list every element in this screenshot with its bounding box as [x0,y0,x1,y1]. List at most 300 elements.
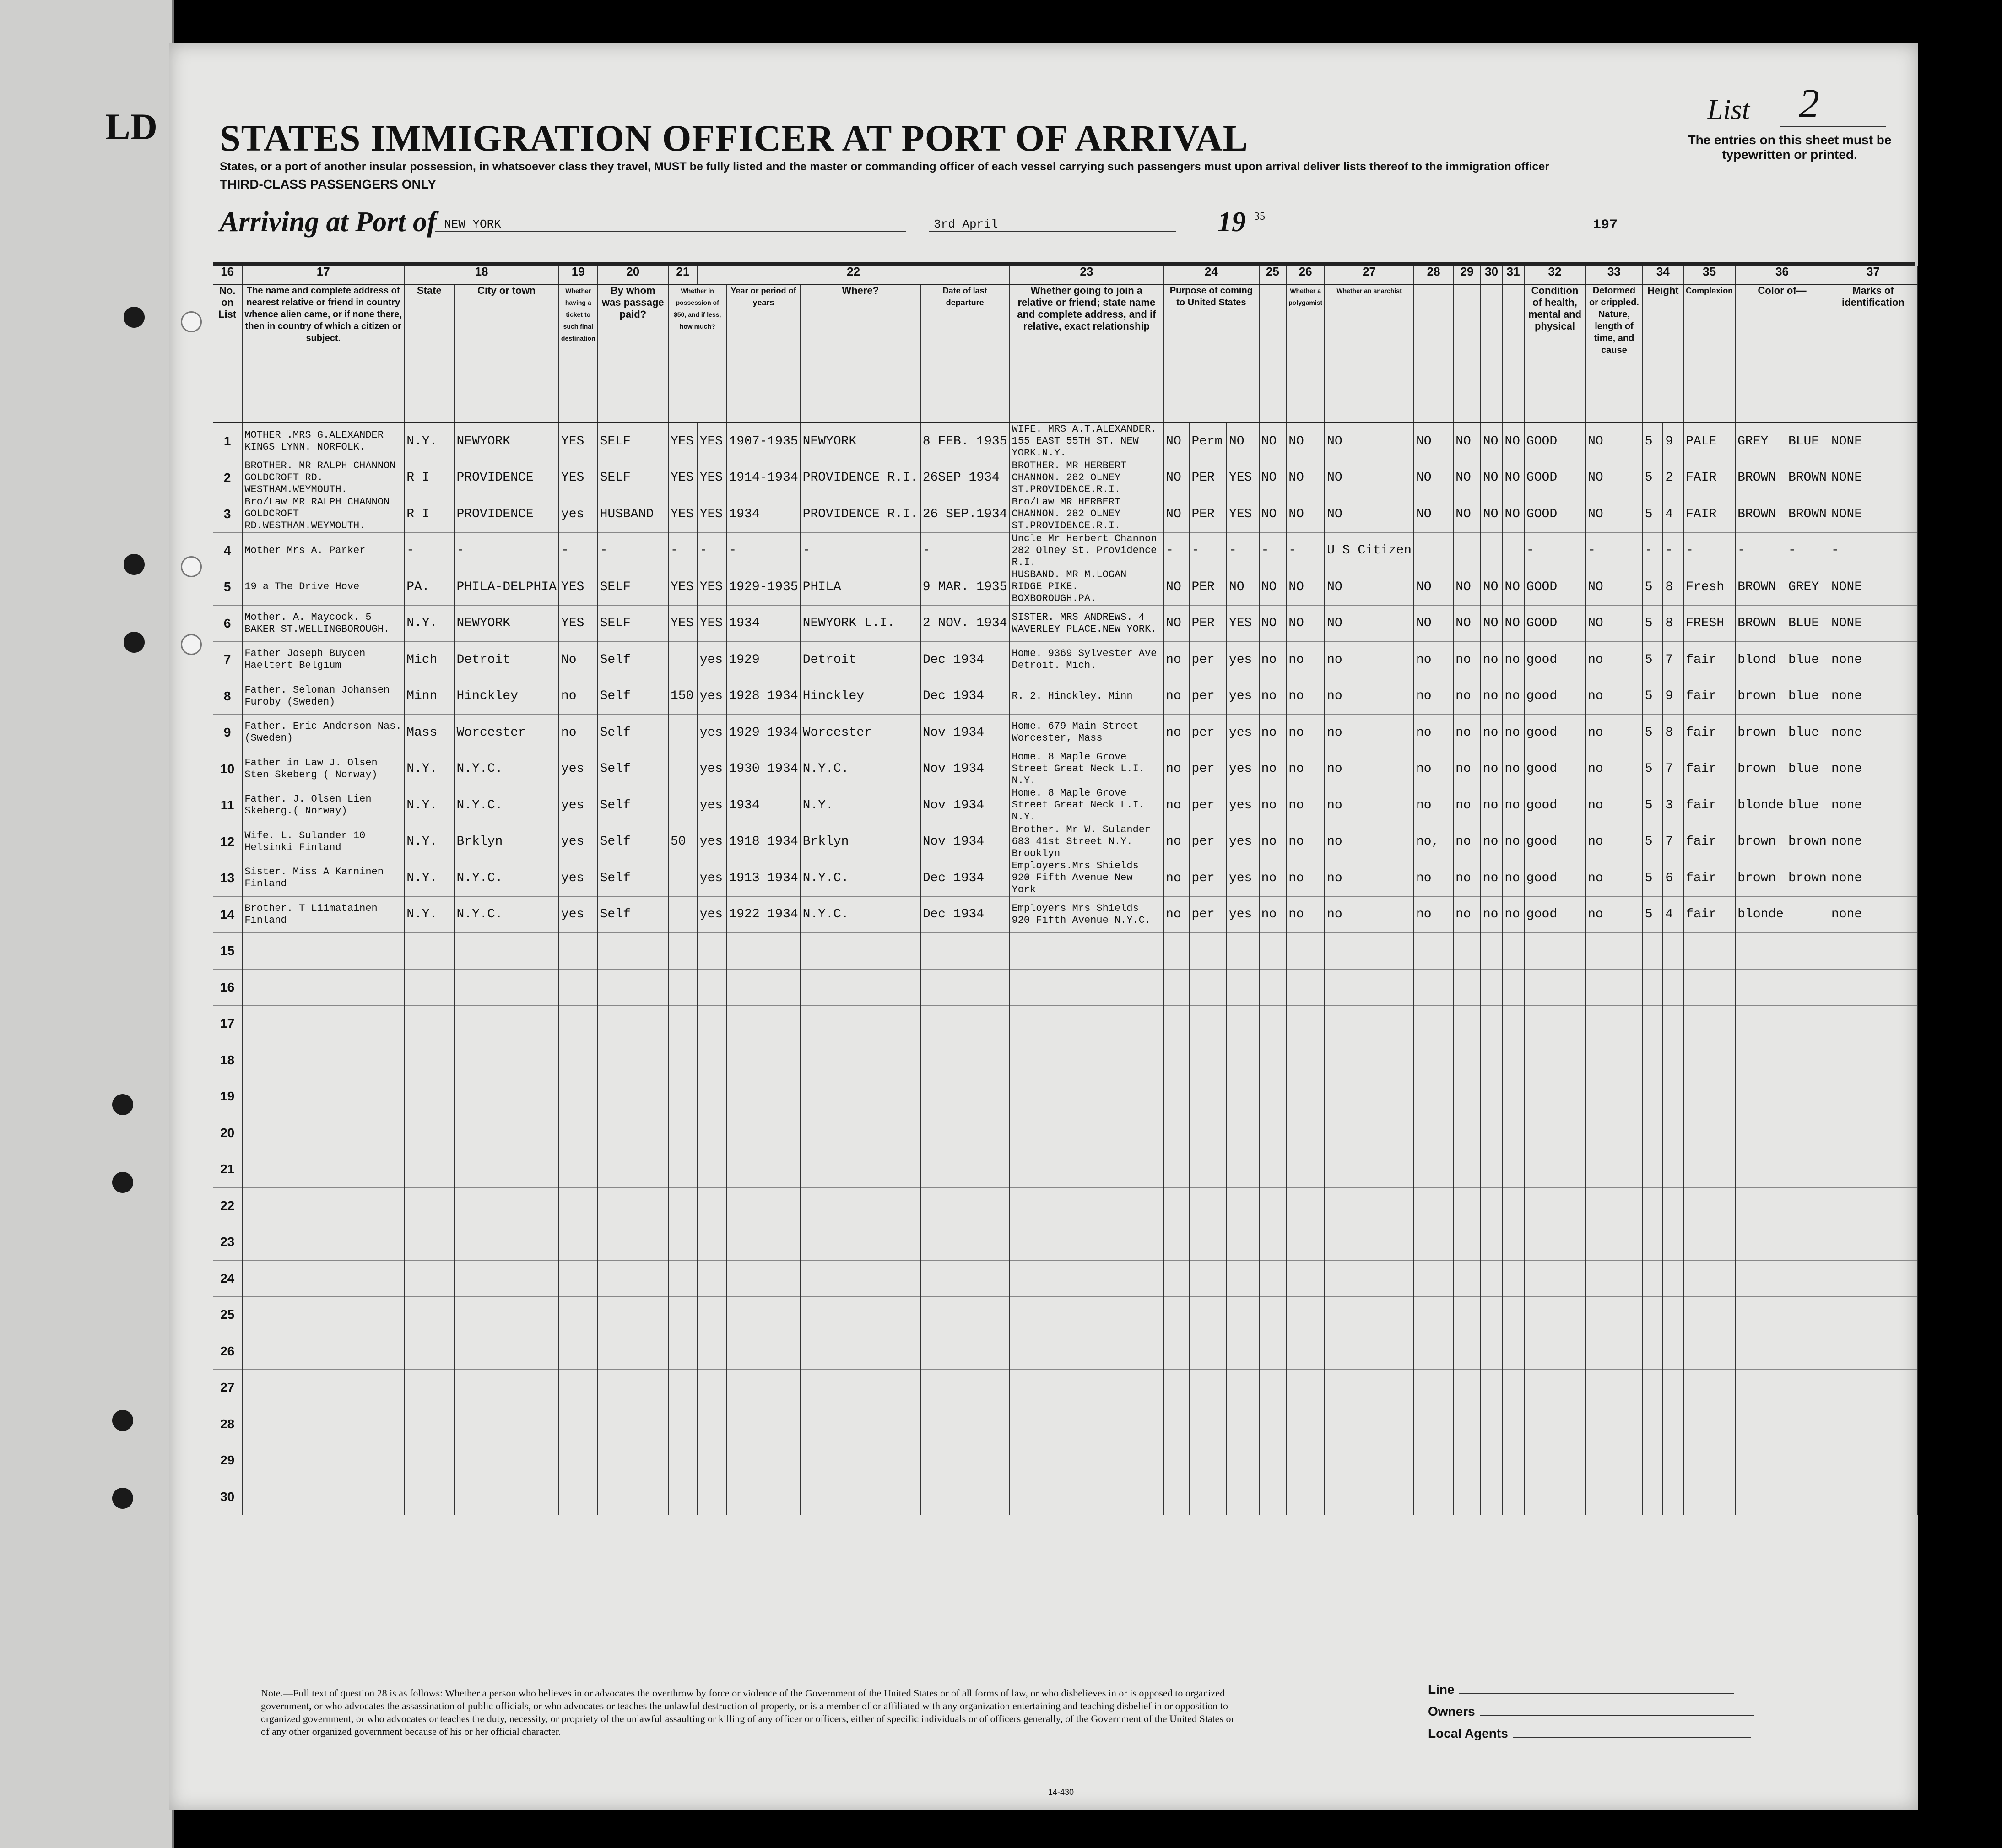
cell-row-number: 24 [213,1260,242,1297]
cell-where: Detroit [801,642,920,678]
list-number: 2 [1799,81,1819,126]
col-no-on-list: No. on List [213,284,242,423]
cell-empty [1189,1151,1227,1188]
cell-empty [1735,1297,1786,1333]
cell-col-25: no [1259,678,1287,715]
cell-col-26: NO [1286,423,1325,460]
cell-empty [1010,1187,1164,1224]
cell-hair: brown [1735,678,1786,715]
cell-col-26: NO [1286,460,1325,496]
cell-col-27: NO [1325,569,1414,606]
cell-empty [1259,1297,1287,1333]
cell-purpose-1: NO [1163,569,1189,606]
cell-empty [242,1442,404,1479]
cell-col-28: NO [1414,423,1453,460]
cell-empty [1227,1042,1259,1078]
cell-purpose-1: no [1163,642,1189,678]
cell-empty [668,1333,698,1370]
cell-empty [1786,1224,1829,1261]
footer-line-label: Line [1428,1682,1455,1696]
cell-empty [1829,1297,1917,1333]
cell-empty [801,1406,920,1442]
col-num-37: 37 [1829,266,1917,284]
cell-col-25: NO [1259,496,1287,533]
cell-relative-abroad: 19 a The Drive Hove [242,569,404,606]
cell-where: PROVIDENCE R.I. [801,496,920,533]
cell-deformed: NO [1585,460,1643,496]
cell-empty [1010,1479,1164,1515]
cell-empty [1643,1042,1663,1078]
port-value: NEW YORK [444,217,501,231]
cell-empty [1189,1406,1227,1442]
cell-before-in-us: yes [698,824,727,860]
col-years: Year or period of years [726,284,800,423]
cell-marks: NONE [1829,460,1917,496]
cell-money [668,787,698,824]
cell-empty [1259,1115,1287,1151]
cell-empty [698,1224,727,1261]
cell-empty [1481,1297,1503,1333]
cell-empty [1325,1260,1414,1297]
year-prefix: 19 [1217,206,1246,238]
cell-empty [1325,1042,1414,1078]
cell-empty [454,1370,558,1406]
cell-joining: SISTER. MRS ANDREWS. 4 WAVERLEY PLACE.NEW YORK. [1010,605,1164,642]
cell-health: good [1524,642,1585,678]
cell-where: NEWYORK [801,423,920,460]
cell-height-feet: 5 [1643,423,1663,460]
cell-empty [1325,1006,1414,1042]
left-page-fragment: LD [105,106,157,147]
cell-empty [1735,1333,1786,1370]
cell-height-feet: 5 [1643,860,1663,897]
cell-col-26: NO [1286,605,1325,642]
cell-col-27: no [1325,678,1414,715]
cell-empty [1010,1115,1164,1151]
cell-empty [598,1042,668,1078]
cell-empty [1481,1006,1503,1042]
cell-years: - [726,532,800,569]
cell-empty [1286,933,1325,970]
cell-years: 1929 1934 [726,715,800,751]
cell-departure: Nov 1934 [920,715,1010,751]
cell-empty [1643,1479,1663,1515]
cell-col-28: no [1414,715,1453,751]
cell-state: N.Y. [404,896,454,933]
col-num-16: 16 [213,266,242,284]
footer-agents [1428,1726,1751,1741]
cell-row-number: 5 [213,569,242,606]
cell-empty [1481,1442,1503,1479]
date-value: 3rd April [934,217,998,231]
cell-years: 1922 1934 [726,896,800,933]
cell-empty [668,933,698,970]
cell-empty [801,1042,920,1078]
cell-purpose-2: PER [1189,605,1227,642]
cell-col-29: NO [1453,496,1481,533]
cell-before-in-us: yes [698,896,727,933]
cell-purpose-3: yes [1227,715,1259,751]
cell-empty [1259,969,1287,1006]
cell-where: NEWYORK L.I. [801,605,920,642]
cell-empty [1286,1151,1325,1188]
cell-empty [1643,1260,1663,1297]
cell-departure: Dec 1934 [920,860,1010,897]
table-row [213,1006,1917,1042]
cell-empty [1735,1042,1786,1078]
cell-complexion: Fresh [1683,569,1735,606]
form-code: 14-430 [1048,1788,1074,1797]
cell-joining: Home. 8 Maple Grove Street Great Neck L.I. N.Y. [1010,751,1164,787]
cell-purpose-1: no [1163,860,1189,897]
cell-where: N.Y. [801,787,920,824]
cell-hair: GREY [1735,423,1786,460]
col-num-18: 18 [404,266,559,284]
cell-empty [1643,1333,1663,1370]
cell-empty [1163,1442,1189,1479]
table-row [213,969,1917,1006]
binding-hole [124,554,145,575]
cell-state: R I [404,460,454,496]
cell-empty [698,1442,727,1479]
cell-empty [1663,1187,1683,1224]
cell-empty [404,1078,454,1115]
cell-empty [1829,1006,1917,1042]
cell-empty [1524,1151,1585,1188]
cell-empty [1259,1370,1287,1406]
cell-empty [1829,1370,1917,1406]
cell-row-number: 4 [213,532,242,569]
cell-relative-abroad: Wife. L. Sulander 10 Helsinki Finland [242,824,404,860]
cell-row-number: 19 [213,1078,242,1115]
cell-col-27: NO [1325,605,1414,642]
cell-empty [1227,1115,1259,1151]
table-row [213,715,1917,751]
col-num-23: 23 [1010,266,1164,284]
cell-eyes: - [1786,532,1829,569]
binding-hole [124,307,145,328]
cell-empty [1325,969,1414,1006]
cell-deformed: no [1585,678,1643,715]
cell-empty [404,1260,454,1297]
cell-hair: blonde [1735,896,1786,933]
cell-empty [1663,1297,1683,1333]
cell-empty [1829,1260,1917,1297]
manifest-rows [213,423,1917,1515]
cell-empty [1643,1078,1663,1115]
cell-empty [454,1297,558,1333]
cell-empty [598,1006,668,1042]
cell-empty [668,969,698,1006]
cell-empty [801,1115,920,1151]
cell-row-number: 14 [213,896,242,933]
cell-empty [1163,1187,1189,1224]
cell-empty [1481,1187,1503,1224]
question-28-note: Note.—Full text of question 28 is as follows: Whether a person who believes in or advocates the overthrow by force or violence of the Government of the United States or of all forms of law, or who disbelieves in or is opposed to organized government, or who advocates the assassination of public officials, or who advocates or teaches the unlawful destruction of property, or is a member of or affiliated with any organization entertaining and teaching disbelief in or opposition to organized government, or who advocates or teaches the duty, necessity, or propriety of the unlawful assaulting or killing of any officer or officers, either of specific individuals or of officers generally, of the Government of the United States or of any other organized government because of his or her official character. [261,1687,1234,1737]
cell-empty [1735,1442,1786,1479]
col-paid-by: By whom was passage paid? [598,284,668,423]
cell-complexion: fair [1683,896,1735,933]
cell-col-29: NO [1453,569,1481,606]
cell-empty [454,969,558,1006]
table-row [213,569,1917,606]
cell-empty [1481,1479,1503,1515]
cell-empty [668,1151,698,1188]
cell-ticket: YES [559,605,598,642]
cell-empty [598,1151,668,1188]
cell-empty [1585,933,1643,970]
cell-empty [1663,1042,1683,1078]
cell-empty [1227,1406,1259,1442]
cell-empty [1502,1297,1524,1333]
cell-relative-abroad: Sister. Miss A Karninen Finland [242,860,404,897]
cell-empty [726,933,800,970]
cell-col-26: no [1286,787,1325,824]
cell-before-in-us: YES [698,460,727,496]
cell-row-number: 21 [213,1151,242,1188]
cell-empty [920,969,1010,1006]
cell-empty [1189,1479,1227,1515]
cell-years: 1928 1934 [726,678,800,715]
cell-empty [1829,1224,1917,1261]
cell-marks: NONE [1829,496,1917,533]
cell-col-31 [1502,532,1524,569]
cell-empty [1453,1115,1481,1151]
cell-empty [1502,1187,1524,1224]
cell-health: good [1524,860,1585,897]
cell-empty [801,1260,920,1297]
cell-empty [1786,1370,1829,1406]
manifest-table [213,266,1918,1515]
cell-row-number: 17 [213,1006,242,1042]
cell-purpose-1: NO [1163,496,1189,533]
cell-hair: brown [1735,715,1786,751]
cell-empty [920,1006,1010,1042]
cell-empty [1829,1078,1917,1115]
cell-empty [1325,933,1414,970]
cell-empty [726,969,800,1006]
cell-empty [920,933,1010,970]
cell-city: - [454,532,558,569]
cell-empty [698,1333,727,1370]
cell-money: YES [668,423,698,460]
cell-city: N.Y.C. [454,787,558,824]
cell-relative-abroad: Bro/Law MR RALPH CHANNON GOLDCROFT RD.WESTHAM.WEYMOUTH. [242,496,404,533]
cell-empty [668,1115,698,1151]
cell-empty [668,1370,698,1406]
cell-empty [1286,1297,1325,1333]
cell-empty [454,1260,558,1297]
cell-col-26: NO [1286,569,1325,606]
cell-empty [1259,1042,1287,1078]
cell-empty [920,1370,1010,1406]
cell-empty [559,1042,598,1078]
table-row [213,1442,1917,1479]
cell-empty [1286,1370,1325,1406]
cell-empty [1585,1370,1643,1406]
cell-empty [1585,1442,1643,1479]
cell-empty [1585,1115,1643,1151]
cell-col-31: no [1502,678,1524,715]
cell-empty [726,1406,800,1442]
cell-money: YES [668,569,698,606]
cell-health: good [1524,896,1585,933]
cell-empty [1189,1042,1227,1078]
cell-height-inches: 4 [1663,896,1683,933]
col-city: City or town [454,284,558,423]
table-row [213,1151,1917,1188]
cell-purpose-2: Perm [1189,423,1227,460]
cell-empty [1259,933,1287,970]
cell-empty [242,1260,404,1297]
col-num-29: 29 [1453,266,1481,284]
cell-empty [698,1187,727,1224]
cell-col-26: no [1286,824,1325,860]
cell-height-feet: 5 [1643,787,1663,824]
cell-empty [726,1224,800,1261]
cell-empty [698,933,727,970]
cell-years: 1918 1934 [726,824,800,860]
cell-complexion: fair [1683,787,1735,824]
cell-height-inches: - [1663,532,1683,569]
cell-money: YES [668,605,698,642]
cell-ticket: YES [559,569,598,606]
cell-empty [1414,1442,1453,1479]
cell-hair: brown [1735,751,1786,787]
cell-purpose-2: - [1189,532,1227,569]
col-num-36: 36 [1735,266,1829,284]
cell-health: good [1524,824,1585,860]
binding-hole [124,632,145,653]
cell-col-31: no [1502,715,1524,751]
cell-row-number: 13 [213,860,242,897]
col-num-20: 20 [598,266,668,284]
cell-empty [1683,1297,1735,1333]
cell-empty [1735,969,1786,1006]
cell-before-in-us: yes [698,787,727,824]
cell-state: Mass [404,715,454,751]
col-color-of: Color of— [1735,284,1829,423]
binding-hole [181,556,202,577]
cell-empty [1163,1224,1189,1261]
cell-empty [1189,969,1227,1006]
cell-empty [1325,1442,1414,1479]
cell-paid-by: HUSBAND [598,496,668,533]
cell-empty [404,1151,454,1188]
cell-empty [726,1442,800,1479]
cell-col-29 [1453,532,1481,569]
cell-col-31: no [1502,751,1524,787]
cell-empty [801,1333,920,1370]
cell-empty [801,1006,920,1042]
cell-state: N.Y. [404,423,454,460]
cell-empty [559,933,598,970]
cell-empty [1683,1406,1735,1442]
cell-empty [1286,1333,1325,1370]
cell-purpose-2: per [1189,896,1227,933]
cell-empty [1683,1006,1735,1042]
cell-empty [1189,1115,1227,1151]
cell-empty [1453,969,1481,1006]
cell-empty [1189,1260,1227,1297]
column-title-row [213,284,1917,423]
cell-empty [1010,1442,1164,1479]
table-row [213,933,1917,970]
cell-health: GOOD [1524,569,1585,606]
cell-empty [1829,1479,1917,1515]
cell-marks: none [1829,896,1917,933]
cell-empty [1683,969,1735,1006]
cell-empty [1524,933,1585,970]
cell-col-28: NO [1414,496,1453,533]
cell-eyes: brown [1786,824,1829,860]
cell-empty [1585,1406,1643,1442]
cell-years: 1930 1934 [726,751,800,787]
cell-eyes: BROWN [1786,496,1829,533]
sheet-code: 197 [1593,217,1618,233]
cell-empty [726,1479,800,1515]
table-row [213,787,1917,824]
table-row [213,1187,1917,1224]
cell-empty [559,1370,598,1406]
cell-empty [1585,1333,1643,1370]
cell-col-29: NO [1453,423,1481,460]
cell-empty [1786,1260,1829,1297]
binding-hole [181,311,202,332]
cell-empty [1189,933,1227,970]
cell-empty [668,1187,698,1224]
cell-col-31: NO [1502,605,1524,642]
cell-empty [1259,1479,1287,1515]
cell-empty [1502,1260,1524,1297]
cell-col-31: no [1502,896,1524,933]
col-joining: Whether going to join a relative or friend; state name and complete address, and if relative, exact relationship [1010,284,1164,423]
cell-empty [1227,1297,1259,1333]
cell-empty [920,1042,1010,1078]
cell-empty [1259,1187,1287,1224]
col-possession-50: Whether in possession of $50, and if less, how much? [668,284,726,423]
third-class-label: THIRD-CLASS PASSENGERS ONLY [220,177,436,191]
cell-empty [1227,1006,1259,1042]
cell-empty [668,1406,698,1442]
cell-marks: NONE [1829,569,1917,606]
cell-empty [1502,1333,1524,1370]
cell-col-31: no [1502,824,1524,860]
cell-departure: Nov 1934 [920,824,1010,860]
cell-years: 1913 1934 [726,860,800,897]
cell-empty [668,1442,698,1479]
cell-empty [1663,1115,1683,1151]
cell-empty [1414,1187,1453,1224]
cell-empty [598,1479,668,1515]
cell-empty [1414,1151,1453,1188]
cell-empty [1259,1442,1287,1479]
cell-city: N.Y.C. [454,751,558,787]
cell-empty [242,1297,404,1333]
cell-empty [404,1224,454,1261]
table-row [213,605,1917,642]
cell-complexion: fair [1683,824,1735,860]
cell-empty [404,1406,454,1442]
cell-empty [1502,969,1524,1006]
cell-empty [1414,1333,1453,1370]
cell-empty [1683,1151,1735,1188]
cell-empty [1163,1078,1189,1115]
cell-empty [1502,933,1524,970]
cell-height-feet: 5 [1643,569,1663,606]
cell-empty [1829,1042,1917,1078]
table-row [213,642,1917,678]
